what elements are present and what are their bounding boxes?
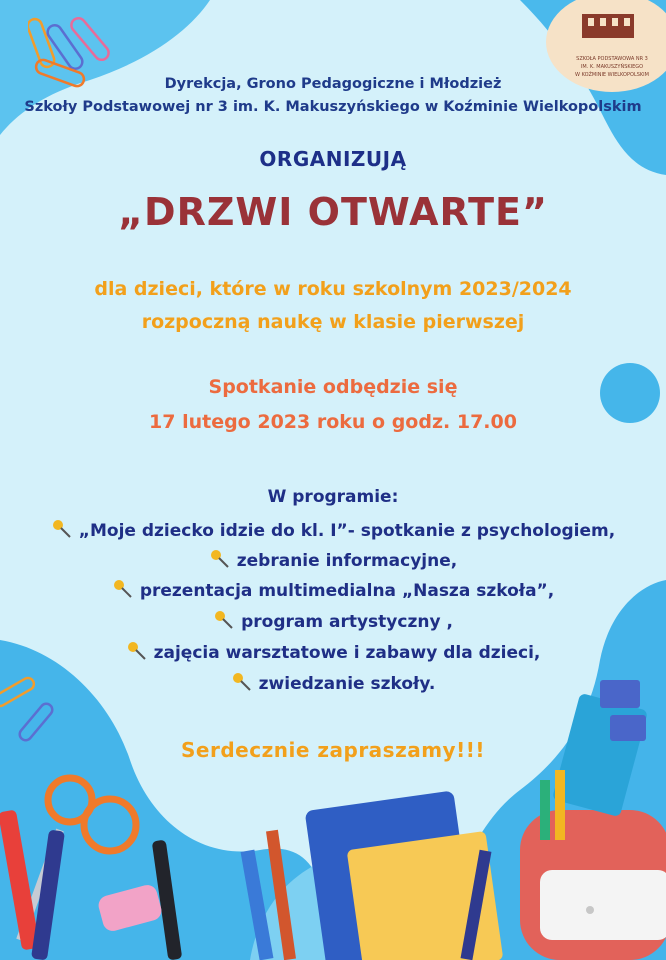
logo-text-1: SZKOŁA PODSTAWOWA NR 3: [576, 56, 648, 62]
event-title: „DRZWI OTWARTE”: [118, 190, 548, 234]
header-line-2: Szkoły Podstawowej nr 3 im. K. Makuszyńskiego w Koźminie Wielkopolskim: [24, 99, 642, 115]
program-item-text: prezentacja multimedialna „Nasza szkoła”,: [139, 581, 555, 601]
header-line-1: Dyrekcja, Grono Pedagogiczne i Młodzież: [164, 76, 502, 92]
program-item-text: zajęcia warsztatowe i zabawy dla dzieci,: [153, 643, 541, 663]
invitation-text: Serdecznie zapraszamy!!!: [181, 738, 485, 762]
program-item-text: program artystyczny ,: [241, 612, 453, 632]
audience-line-2: rozpoczną naukę w klasie pierwszej: [141, 311, 525, 333]
program-item: [0, 610, 666, 632]
program-item-text: zebranie informacyjne,: [236, 551, 458, 571]
program-heading: W programie:: [267, 487, 399, 507]
school-supplies-illustration: [0, 660, 666, 960]
pushpin-icon: [51, 519, 73, 539]
pushpin-icon: [112, 579, 134, 599]
logo-text-2: IM. K. MAKUSZYŃSKIEGO: [580, 64, 644, 70]
meeting-date: 17 lutego 2023 roku o godz. 17.00: [149, 411, 517, 433]
organizuja-heading: ORGANIZUJĄ: [259, 147, 407, 171]
program-item: [0, 519, 666, 541]
audience-line-1: dla dzieci, które w roku szkolnym 2023/2024: [94, 278, 572, 300]
program-item: [0, 579, 666, 601]
program-item: [0, 549, 666, 571]
logo-text-3: W KOŹMINIE WIELKOPOLSKIM: [575, 72, 649, 78]
pushpin-icon: [126, 641, 148, 661]
program-item-text: zwiedzanie szkoły.: [258, 674, 436, 694]
pushpin-icon: [213, 610, 235, 630]
meeting-line-1: Spotkanie odbędzie się: [208, 376, 458, 398]
program-item-text: „Moje dziecko idzie do kl. I”- spotkanie z psychologiem,: [78, 521, 616, 541]
pushpin-icon: [209, 549, 231, 569]
